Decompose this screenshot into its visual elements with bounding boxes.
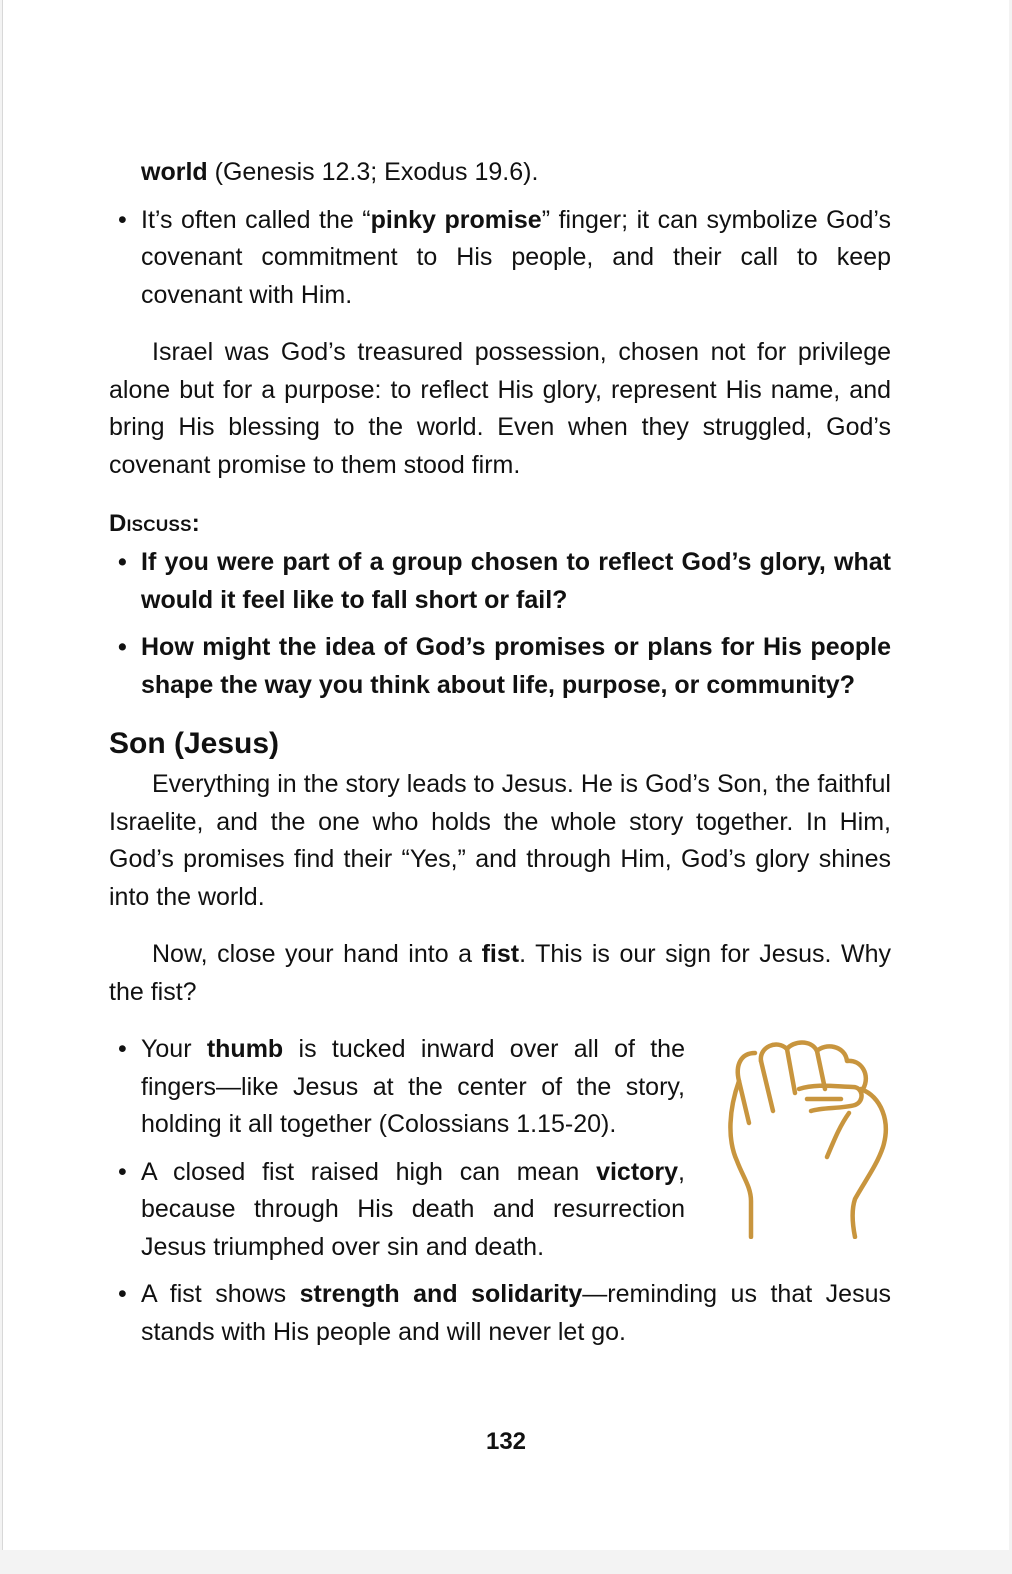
discuss-question: • How might the idea of God’s promises or plans for His people shape the way you think about life, purpose, or community? xyxy=(109,629,891,704)
thumb-bullet: • Your thumb is tucked inward over all of the fingers—like Jesus at the center of the story, holding it all together (Colossians 1.15-20). xyxy=(109,1031,685,1144)
discuss-questions xyxy=(109,544,891,704)
pinky-bullet-list xyxy=(109,202,891,315)
raised-fist-icon xyxy=(721,1031,897,1239)
israel-paragraph: Israel was God’s treasured possession, chosen not for privilege alone but for a purpose: to reflect His glory, represent His name, and bring His blessing to the world. Even when they struggled, God’s covenant promise to them stood firm. xyxy=(109,338,891,479)
page-number: 132 xyxy=(485,1428,527,1455)
pinky-promise-bullet: • It’s often called the “pinky promise” finger; it can symbolize God’s covenant commitment to His people, and their call to keep covenant with Him. xyxy=(109,202,891,315)
strength-bullet: • A fist shows strength and solidarity—reminding us that Jesus stands with His people and will never let go. xyxy=(109,1276,891,1351)
section-title: Son (Jesus) xyxy=(109,727,280,760)
strength-bullet-list xyxy=(109,1276,891,1351)
fist-paragraph: Now, close your hand into a fist. This is our sign for Jesus. Why the fist? xyxy=(109,940,892,1006)
page-content xyxy=(109,154,891,1351)
discuss-heading: Discuss: xyxy=(109,510,201,537)
fist-bullets-block xyxy=(109,1031,891,1266)
discuss-question: • If you were part of a group chosen to reflect God’s glory, what would it feel like to fall short or fail? xyxy=(109,544,891,619)
victory-bullet: • A closed fist raised high can mean victory, because through His death and resurrection Jesus triumphed over sin and death. xyxy=(109,1154,685,1267)
jesus-paragraph: Everything in the story leads to Jesus. He is God’s Son, the faithful Israelite, and the one who holds the whole story together. In Him, God’s promises find their “Yes,” and through Him, God’s glory shines into the world. xyxy=(109,770,891,911)
book-page xyxy=(2,0,1009,1550)
continued-bullet-text: world (Genesis 12.3; Exodus 19.6). xyxy=(141,158,539,186)
